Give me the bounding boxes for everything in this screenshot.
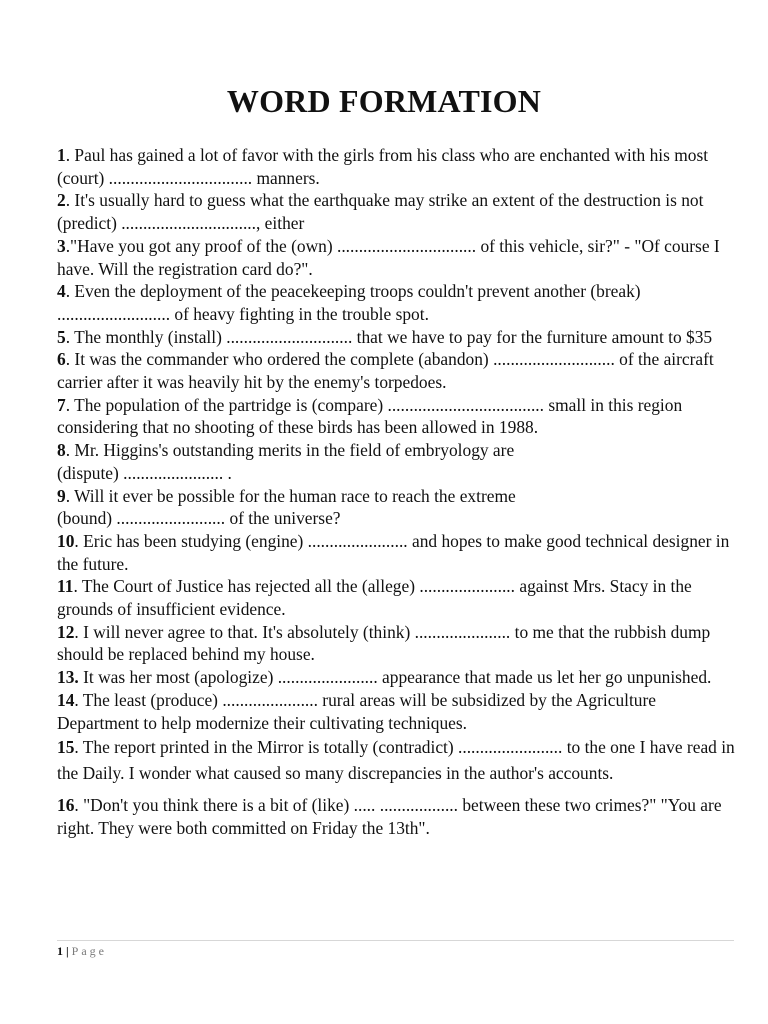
exercise-item bbox=[57, 575, 737, 620]
item-text: . Mr. Higgins's outstanding merits in the field of embryology are bbox=[65, 440, 515, 461]
page-label: Page bbox=[71, 944, 107, 958]
item-number: 4 bbox=[57, 281, 66, 302]
item-text: . "Don't you think there is a bit of (like) ..... .................. between these two crimes?" "You are right. They were both committed on Friday the 13th". bbox=[57, 795, 722, 838]
item-number: 7 bbox=[57, 394, 66, 415]
exercise-list bbox=[57, 144, 737, 840]
exercise-item bbox=[57, 348, 737, 393]
item-number: 16 bbox=[57, 795, 75, 816]
item-number: 8 bbox=[57, 440, 66, 461]
item-text: . The population of the partridge is (compare) .................................... small in this region considering that no shooting of these birds has been allowed in 1988. bbox=[57, 394, 683, 438]
item-text: . Eric has been studying (engine) ....................... and hopes to make good technical designer in the future. bbox=[57, 530, 730, 574]
exercise-item bbox=[57, 144, 737, 189]
item-text: . Will it ever be possible for the human race to reach the extreme bbox=[65, 485, 516, 506]
exercise-item bbox=[57, 235, 737, 280]
page-number: 1 bbox=[57, 944, 63, 958]
exercise-item bbox=[57, 621, 737, 666]
item-number: 6 bbox=[57, 349, 66, 370]
item-number: 13. bbox=[57, 667, 79, 688]
exercise-item bbox=[57, 794, 737, 839]
item-text: . The least (produce) ...................... rural areas will be subsidized by the Agriculture Department to help modernize their cultivating techniques. bbox=[57, 689, 657, 733]
exercise-item bbox=[57, 734, 737, 786]
item-text: . The report printed in the Mirror is totally (contradict) ........................ to the one I have read in the Daily. I wonder what caused so many discrepancies in the author's accounts. bbox=[57, 737, 735, 784]
item-number: 11 bbox=[57, 576, 74, 597]
exercise-item bbox=[57, 326, 737, 349]
item-text: . The monthly (install) ............................. that we have to pay for the furniture amount to $35 bbox=[65, 326, 713, 347]
item-number: 1 bbox=[57, 145, 66, 165]
item-text: . It's usually hard to guess what the earthquake may strike an extent of the destruction is not (predict) ..............................., either bbox=[57, 190, 704, 234]
exercise-item bbox=[57, 485, 737, 530]
exercise-item bbox=[57, 530, 737, 575]
footer-separator: | bbox=[66, 944, 69, 958]
page-footer bbox=[57, 944, 107, 959]
exercise-item bbox=[57, 689, 737, 734]
item-number: 5 bbox=[57, 326, 66, 347]
item-number: 2 bbox=[57, 190, 66, 211]
item-number: 14 bbox=[57, 689, 75, 710]
item-text: . Even the deployment of the peacekeeping troops couldn't prevent another (break) .......................... of heavy fighting in the trouble spot. bbox=[57, 281, 641, 324]
item-number: 9 bbox=[57, 485, 66, 506]
exercise-item bbox=[57, 189, 737, 234]
exercise-item bbox=[57, 666, 737, 689]
item-text: . It was the commander who ordered the complete (abandon) ............................ of the aircraft carrier after it was heavily hit by the enemy's torpedoes. bbox=[57, 349, 714, 393]
item-number: 15 bbox=[57, 737, 75, 758]
item-text: . The Court of Justice has rejected all the (allege) ...................... against Mrs. Stacy in the grounds of insufficient evidence. bbox=[57, 576, 692, 620]
item-text-continued: (bound) ......................... of the universe? bbox=[57, 508, 341, 529]
item-text: It was her most (apologize) ....................... appearance that made us let her go unpunished. bbox=[78, 667, 712, 688]
exercise-item bbox=[57, 280, 737, 325]
item-number: 10 bbox=[57, 530, 75, 551]
item-text-continued: (dispute) ....................... . bbox=[57, 462, 232, 483]
item-text: . I will never agree to that. It's absolutely (think) ...................... to me that the rubbish dump should be replaced behind my house. bbox=[57, 621, 711, 665]
exercise-item bbox=[57, 439, 737, 484]
exercise-item bbox=[57, 394, 737, 439]
item-number: 3 bbox=[57, 235, 66, 256]
footer-divider bbox=[57, 940, 734, 941]
item-text: . Paul has gained a lot of favor with the girls from his class who are enchanted with his most (court) ................................. manners. bbox=[57, 145, 709, 188]
page-title: WORD FORMATION bbox=[226, 83, 542, 119]
item-text: ."Have you got any proof of the (own) ................................ of this vehicle, sir?" - "Of course I have. Will the registration card do?". bbox=[57, 235, 720, 279]
item-number: 12 bbox=[57, 621, 75, 642]
